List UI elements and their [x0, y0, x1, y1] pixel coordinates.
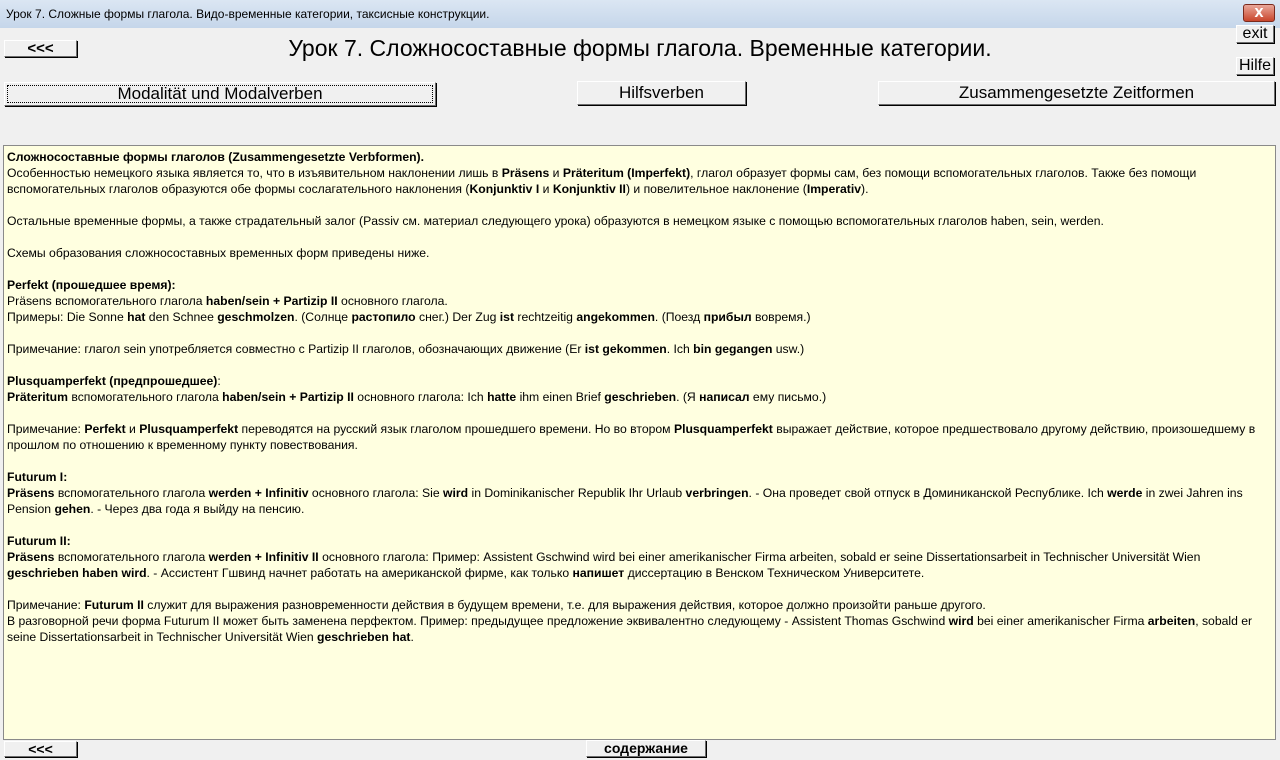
text: выражает действие, которое предшествовало другому действию, произошедшему в прошлом по отношению к временному пункту повествования.: [7, 422, 1256, 452]
close-button[interactable]: X: [1243, 4, 1275, 22]
text: Примеры: Die Sonne: [7, 310, 128, 324]
text: ) и повелительное наклонение (: [625, 182, 807, 196]
text: Примечание: глагол sein употребляется совместно с Partizip II глаголов, обозначающих движение (Er: [7, 342, 585, 356]
tab-modal-verbs[interactable]: Modalität und Modalverben: [4, 82, 436, 106]
bold-text: Futurum II: [84, 598, 144, 612]
text: , глагол образует формы сам, без помощи вспомогательных глаголов. Также без помощи вспомогательных глаголов образуются обе формы сослагательного наклонения (: [7, 166, 1197, 196]
tab-auxiliary-verbs[interactable]: Hilfsverben: [577, 81, 746, 105]
text: и: [125, 422, 140, 436]
text: ему письмо.): [749, 390, 827, 404]
text: вспомогательного глагола: [67, 390, 223, 404]
bold-text: geschrieben: [604, 390, 677, 404]
text: Примечание:: [7, 422, 85, 436]
lesson-paragraph: [7, 597, 1272, 645]
bold-text: gehen: [54, 502, 91, 516]
bold-text: hat: [127, 310, 146, 324]
text: . Ich: [666, 342, 694, 356]
help-button[interactable]: Hilfe: [1236, 57, 1274, 75]
text: . (Солнце: [294, 310, 352, 324]
text: вовремя.): [751, 310, 811, 324]
bold-text: Plusquamperfekt: [139, 422, 239, 436]
bold-text: hatte: [487, 390, 517, 404]
text: , sobald er seine Dissertationsarbeit in Technischer Universität Wien: [7, 614, 1253, 644]
text: Особенностью немецкого языка является то, что в изъявительном наклонении лишь в: [7, 166, 502, 180]
bold-text: angekommen: [576, 310, 655, 324]
text: . - Ассистент Гшвинд начнет работать на американской фирме, как только: [146, 566, 573, 580]
bold-text: werden + Infinitiv: [208, 486, 309, 500]
bold-text: Konjunktiv II: [552, 182, 626, 196]
text: Примечание:: [7, 598, 85, 612]
bold-text: Präsens: [501, 166, 550, 180]
text: вспомогательного глагола: [54, 486, 209, 500]
bold-text: Futurum I:: [7, 470, 68, 484]
bold-text: Konjunktiv I: [469, 182, 540, 196]
bold-text: verbringen: [685, 486, 749, 500]
text: снег.) Der Zug: [415, 310, 500, 324]
text: вспомогательного глагола: [54, 550, 209, 564]
text: и: [549, 166, 563, 180]
text: Präsens вспомогательного глагола: [7, 294, 206, 308]
bold-text: Perfekt: [84, 422, 126, 436]
title-bar: [0, 0, 1280, 29]
text: in zwei Jahren ins Pension: [7, 486, 1243, 516]
bold-text: geschrieben haben wird: [7, 566, 147, 580]
text: . (Я: [676, 390, 700, 404]
tab-compound-tenses[interactable]: Zusammengesetzte Zeitformen: [878, 81, 1275, 105]
bold-text: Präteritum (Imperfekt): [562, 166, 691, 180]
lesson-paragraph: [7, 421, 1272, 453]
text: Схемы образования сложносоставных временных форм приведены ниже.: [7, 246, 430, 260]
bold-text: werde: [1107, 486, 1143, 500]
text: rechtzeitig: [514, 310, 577, 324]
text: . - Через два года я выйду на пенсию.: [90, 502, 305, 516]
bold-text: Futurum II:: [7, 534, 71, 548]
bold-text: haben/sein + Partizip II: [222, 390, 354, 404]
lesson-paragraph: [7, 469, 1272, 517]
lesson-text-panel: [3, 145, 1276, 740]
text: диссертацию в Венском Техническом Университете.: [624, 566, 925, 580]
text: usw.): [772, 342, 805, 356]
text: и: [539, 182, 553, 196]
bold-text: Сложносоставные формы глаголов (Zusammengesetzte Verbformen).: [7, 150, 424, 164]
exit-button[interactable]: exit: [1236, 25, 1274, 43]
text: ).: [861, 182, 869, 196]
lesson-paragraph: [7, 533, 1272, 581]
bold-text: geschmolzen: [217, 310, 295, 324]
text: .: [410, 630, 414, 644]
text: . (Поезд: [654, 310, 704, 324]
bold-text: arbeiten: [1147, 614, 1196, 628]
contents-button[interactable]: содержание: [586, 740, 706, 757]
bold-text: напишет: [572, 566, 625, 580]
text: :: [217, 374, 221, 388]
text: основного глагола: Ich: [353, 390, 488, 404]
bold-text: Plusquamperfekt: [673, 422, 773, 436]
bold-text: прибыл: [703, 310, 752, 324]
text: . - Она проведет свой отпуск в Доминиканской Республике. Ich: [748, 486, 1108, 500]
text: переводятся на русский язык глаголом прошедшего времени. Но во втором: [238, 422, 674, 436]
text: ihm einen Brief: [516, 390, 605, 404]
bold-text: wird: [948, 614, 974, 628]
text: служит для выражения разновременности действия в будущем времени, т.е. для выражения действия, которое должно произойти раньше другого.: [143, 598, 986, 612]
text: основного глагола: Пример: Assistent Gschwind wird bei einer amerikanischer Firma arbeiten, sobald er seine Dissertationsarbeit in Technischer Universität Wien: [318, 550, 1201, 564]
bold-text: Imperativ: [806, 182, 862, 196]
bold-text: ist gekommen: [584, 342, 667, 356]
back-button-bottom[interactable]: <<<: [4, 741, 77, 757]
bold-text: Präsens: [7, 486, 55, 500]
text: В разговорной речи форма Futurum II может быть заменена перфектом. Пример: предыдущее предложение эквивалентно следующему - Assistent Thomas Gschwind: [7, 614, 949, 628]
text: bei einer amerikanischer Firma: [973, 614, 1148, 628]
bold-text: geschrieben hat: [317, 630, 411, 644]
lesson-paragraph: [7, 245, 1272, 261]
bold-text: Präteritum: [7, 390, 68, 404]
lesson-paragraph: [7, 149, 1272, 197]
bold-text: werden + Infinitiv II: [208, 550, 319, 564]
window-title: Урок 7. Сложные формы глагола. Видо-временные категории, таксисные конструкции.: [6, 7, 490, 21]
bold-text: Plusquamperfekt (предпрошедшее): [7, 374, 218, 388]
lesson-paragraph: [7, 213, 1272, 229]
bold-text: haben/sein + Partizip II: [205, 294, 338, 308]
text: in Dominikanischer Republik Ihr Urlaub: [468, 486, 686, 500]
text: основного глагола: Sie: [308, 486, 444, 500]
lesson-paragraph: [7, 277, 1272, 325]
bold-text: написал: [699, 390, 750, 404]
back-button-top[interactable]: <<<: [4, 40, 77, 57]
lesson-paragraph: [7, 373, 1272, 405]
bold-text: растопило: [351, 310, 416, 324]
text: основного глагола.: [337, 294, 448, 308]
bold-text: Perfekt (прошедшее время):: [7, 278, 176, 292]
bold-text: bin gegangen: [693, 342, 773, 356]
bold-text: Präsens: [7, 550, 55, 564]
text: Остальные временные формы, а также страдательный залог (Passiv см. материал следующего урока) образуются в немецком языке с помощью вспомогательных глаголов haben, sein, werden.: [7, 214, 1104, 228]
bold-text: wird: [443, 486, 469, 500]
bold-text: ist: [499, 310, 515, 324]
page-title: Урок 7. Сложносоставные формы глагола. Временные категории.: [288, 35, 992, 61]
lesson-paragraph: [7, 341, 1272, 357]
text: den Schnee: [145, 310, 218, 324]
